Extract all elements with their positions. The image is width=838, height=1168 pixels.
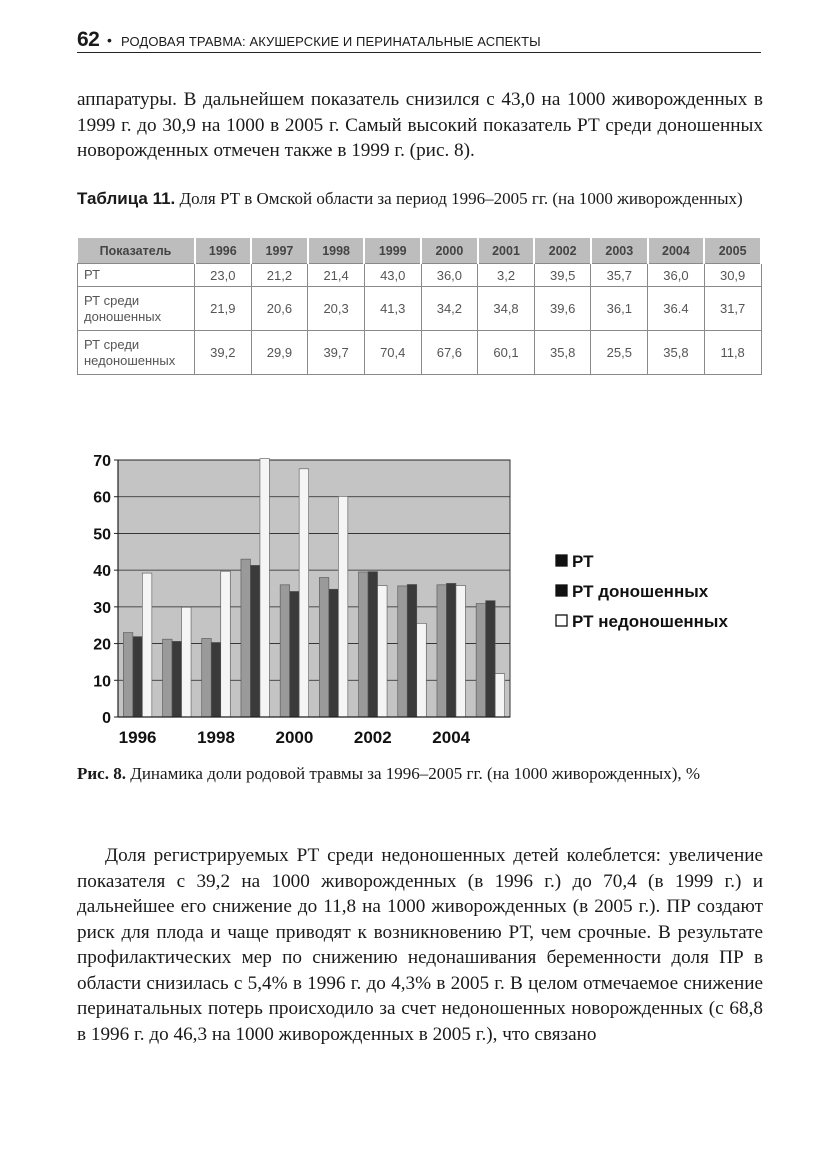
bar-1997-series-1	[163, 639, 173, 717]
y-tick-label: 30	[93, 599, 111, 617]
bar-2003-series-2	[407, 584, 417, 717]
legend-swatch-1	[556, 555, 567, 566]
x-tick-label: 2002	[353, 728, 392, 747]
table-header-cell: 2004	[648, 238, 705, 264]
table-cell: 67,6	[421, 331, 478, 375]
table-header-cell: 1997	[251, 238, 308, 264]
table-header-cell: 2000	[421, 238, 478, 264]
table-caption-label: Таблица 11.	[77, 189, 176, 208]
bar-1999-series-1	[241, 559, 251, 717]
table-header-cell: 2001	[478, 238, 535, 264]
bar-1998-series-3	[221, 571, 231, 717]
table-cell: 60,1	[478, 331, 535, 375]
table-header-cell: Показатель	[78, 238, 195, 264]
bar-2000-series-3	[299, 469, 309, 717]
bar-1996-series-2	[133, 637, 143, 717]
table-cell: 25,5	[591, 331, 648, 375]
x-tick-label: 2004	[432, 728, 471, 747]
bar-2004-series-3	[456, 586, 466, 717]
bar-1997-series-3	[182, 607, 192, 717]
table-cell: 20,3	[308, 287, 365, 331]
table-cell: 20,6	[251, 287, 308, 331]
bar-2001-series-2	[329, 589, 339, 717]
bar-2002-series-1	[359, 572, 369, 717]
table-cell: 31,7	[704, 287, 761, 331]
y-tick-label: 10	[93, 673, 111, 691]
bar-1998-series-1	[202, 638, 212, 717]
table-cell: 39,6	[534, 287, 591, 331]
table-cell: 36,0	[421, 264, 478, 287]
table-row	[78, 331, 762, 375]
paragraph-intro: аппаратуры. В дальнейшем показатель снизился с 43,0 на 1000 живорожденных в 1999 г. до 30,9 на 1000 в 2005 г. Самый высокий показатель РТ среди доношенных новорожденных отмечен также в 1999 г. (рис. 8).	[77, 89, 763, 161]
table-cell: 36,1	[591, 287, 648, 331]
bar-2001-series-1	[319, 577, 329, 717]
table-cell: 34,2	[421, 287, 478, 331]
table-cell: 41,3	[364, 287, 421, 331]
table-caption	[77, 188, 763, 210]
table-cell: 34,8	[478, 287, 535, 331]
table-cell: 36,0	[648, 264, 705, 287]
y-tick-label: 60	[93, 489, 111, 507]
table-cell: 39,5	[534, 264, 591, 287]
y-tick-label: 40	[93, 563, 111, 581]
table-header-cell: 1996	[195, 238, 252, 264]
paragraph-discussion: Доля регистрируемых РТ среди недоношенных детей колеблется: увеличение показателя с 39,2 на 1000 живорожденных (в 1996 г.) до 70,4 (в 1999 г.) и дальнейшее его снижение до 11,8 на 1000 живорожденных (в 2005 г.). ПР создают риск для плода и чаще приводят к возникновению РТ, чем срочные. В результате профилактических мер по снижению недонашивания беременности доля ПР в области снизилась с 5,4% в 1996 г. до 4,3% в 2005 г. В целом отмечаемое снижение перинатальных потерь происходило за счет недоношенных новорожденных (с 68,8 в 1996 г. до 46,3 на 1000 живорожденных в 2005 г.), что связано	[77, 845, 763, 1045]
table-cell: 3,2	[478, 264, 535, 287]
bar-2002-series-2	[368, 572, 378, 717]
bar-2003-series-3	[417, 623, 427, 717]
legend-label-3: РТ недоношенных	[572, 612, 728, 631]
bar-2005-series-3	[495, 674, 505, 717]
x-tick-label: 1996	[118, 728, 157, 747]
legend-label-1: РТ	[572, 552, 594, 571]
bar-chart	[78, 450, 768, 755]
x-tick-label: 2000	[275, 728, 314, 747]
table-cell: 11,8	[704, 331, 761, 375]
table-cell: 70,4	[364, 331, 421, 375]
table-cell: 36.4	[648, 287, 705, 331]
table-header-cell: 1999	[364, 238, 421, 264]
legend-label-2: РТ доношенных	[572, 582, 709, 601]
bar-2000-series-2	[290, 591, 300, 717]
bar-1997-series-2	[172, 641, 182, 717]
figure-caption	[77, 763, 763, 785]
page-number: 62	[77, 28, 100, 51]
legend-swatch-2	[556, 585, 567, 596]
row-label: РТ среди доношенных	[78, 287, 195, 331]
bar-2004-series-1	[437, 585, 447, 717]
bar-2003-series-1	[398, 586, 408, 717]
figure-caption-text: Динамика доли родовой травмы за 1996–2005 гг. (на 1000 живорожденных), %	[130, 764, 701, 783]
table-cell: 23,0	[195, 264, 252, 287]
bar-2005-series-1	[476, 604, 486, 717]
table-cell: 43,0	[364, 264, 421, 287]
bar-2000-series-1	[280, 585, 290, 717]
y-tick-label: 20	[93, 636, 111, 654]
table-cell: 39,7	[308, 331, 365, 375]
running-title: РОДОВАЯ ТРАВМА: АКУШЕРСКИЕ И ПЕРИНАТАЛЬНЫЕ АСПЕКТЫ	[121, 34, 541, 49]
table-header-row	[78, 238, 762, 264]
table-cell: 21,9	[195, 287, 252, 331]
bar-2001-series-3	[338, 496, 348, 717]
table-header-cell: 2002	[534, 238, 591, 264]
table-cell: 35,8	[534, 331, 591, 375]
table-cell: 30,9	[704, 264, 761, 287]
table-cell: 21,2	[251, 264, 308, 287]
bar-2005-series-2	[486, 601, 496, 717]
bar-1998-series-2	[211, 642, 221, 717]
y-tick-label: 50	[93, 526, 111, 544]
y-tick-label: 0	[102, 710, 111, 727]
bullet-separator: •	[107, 32, 112, 48]
figure-caption-label: Рис. 8.	[77, 764, 126, 783]
row-label: РТ	[78, 264, 195, 287]
table-cell: 35,7	[591, 264, 648, 287]
bar-1999-series-2	[250, 565, 260, 717]
bar-1999-series-3	[260, 459, 270, 717]
table-row	[78, 287, 762, 331]
table-cell: 35,8	[648, 331, 705, 375]
bar-1996-series-1	[123, 633, 133, 717]
legend-swatch-3	[556, 615, 567, 626]
table-cell: 21,4	[308, 264, 365, 287]
bar-chart-svg	[78, 450, 768, 755]
table-cell: 39,2	[195, 331, 252, 375]
table-header-cell: 1998	[308, 238, 365, 264]
table-header-cell: 2005	[704, 238, 761, 264]
y-tick-label: 70	[93, 453, 111, 470]
table-row	[78, 264, 762, 287]
data-table	[77, 238, 762, 375]
running-head	[77, 28, 761, 53]
table-caption-text: Доля РТ в Омской области за период 1996–2005 гг. (на 1000 живорожденных)	[179, 189, 743, 208]
x-tick-label: 1998	[197, 728, 235, 747]
bar-2004-series-2	[446, 583, 456, 717]
row-label: РТ среди недоношенных	[78, 331, 195, 375]
table-header-cell: 2003	[591, 238, 648, 264]
table-cell: 29,9	[251, 331, 308, 375]
bar-2002-series-3	[378, 586, 388, 717]
bar-1996-series-3	[142, 573, 152, 717]
